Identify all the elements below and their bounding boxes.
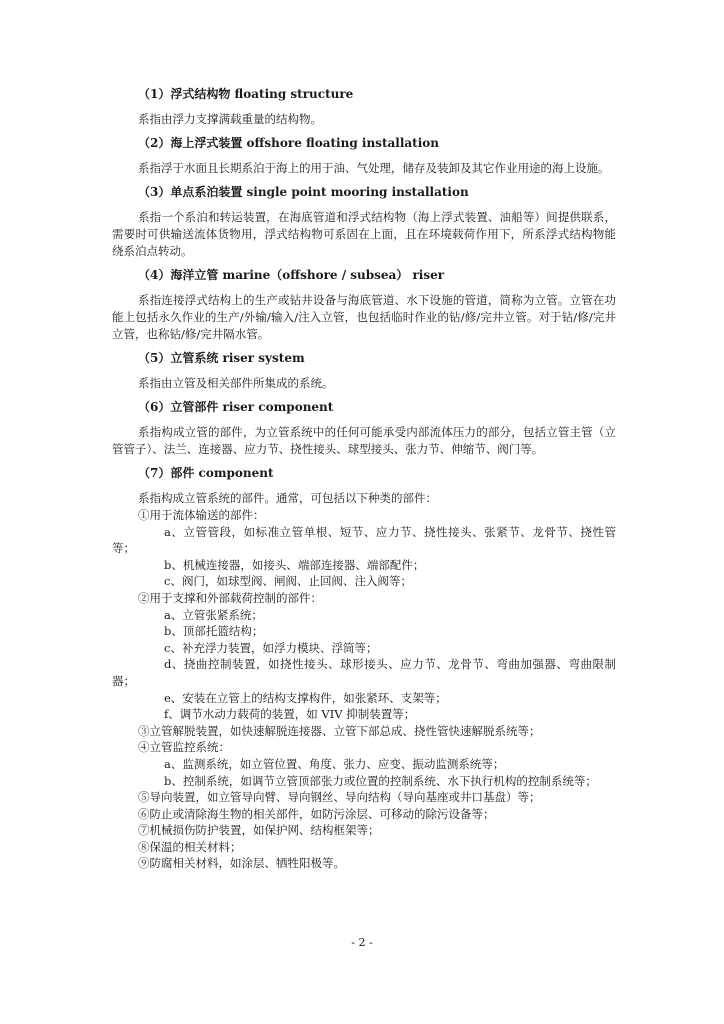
list-item: ②用于支撑和外部载荷控制的部件： [138, 590, 322, 605]
page-number: - 2 - [351, 936, 373, 949]
list-item: b、顶部托篮结构； [164, 624, 264, 639]
list-item: e、安装在立管上的结构支撑构件，如张紧环、支架等； [164, 690, 447, 705]
list-item: d、挠曲控制装置，如挠性接头、球形接头、应力节、龙骨节、弯曲加强器、弯曲限制器； [112, 657, 616, 688]
section-body-4: 系指连接浮式结构上的生产或钻井设备与海底管道、水下设施的管道，简称为立管。立管在功能上包括永久作业的生产/外输/输入/注入立管，也包括临时作业的钻/修/完井立管。对于钻/修/完井立管，也称钻/修/完井隔水管。 [112, 293, 616, 341]
section-heading-6: （6）立管部件 riser component [138, 400, 334, 414]
list-item: ⑦机械损伤防护装置，如保护网、结构框架等； [138, 823, 380, 838]
list-item: c、补充浮力装置，如浮力模块、浮筒等； [164, 640, 378, 655]
list-item: b、机械连接器，如接头、端部连接器、端部配件； [164, 557, 425, 572]
section-body-7: 系指构成立管系统的部件。通常，可包括以下种类的部件： [138, 491, 437, 505]
section-body-6: 系指构成立管的部件，为立管系统中的任何可能承受内部流体压力的部分，包括立管主管（立管管子）、法兰、连接器、应力节、挠性接头、球型接头、张力节、伸缩节、阀门等。 [112, 425, 616, 456]
list-item: c、阀门，如球型阀、闸阀、止回阀、注入阀等； [164, 574, 412, 589]
section-heading-2: （2）海上浮式装置 offshore floating installation [138, 136, 439, 150]
list-item: ⑧保温的相关材料； [138, 839, 242, 854]
list-item: ③立管解脱装置，如快速解脱连接器、立管下部总成、挠性管快速解脱系统等； [138, 723, 541, 738]
section-body-3: 系指一个系泊和转运装置，在海底管道和浮式结构物（海上浮式装置、油船等）间提供联系，需要时可供输送流体货物用，浮式结构物可系固在上面，且在环境载荷作用下，所系浮式结构物能绕系泊点转动。 [112, 210, 616, 258]
component-list [112, 507, 616, 872]
section-heading-1: （1）浮式结构物 floating structure [138, 87, 354, 101]
list-item: ①用于流体输送的部件： [138, 508, 265, 522]
list-item: ⑥防止或清除海生物的相关部件，如防污涂层、可移动的除污设备等； [138, 806, 495, 821]
list-item: a、立管张紧系统； [164, 607, 263, 622]
section-heading-7: （7）部件 component [138, 466, 274, 480]
section-heading-4: （4）海洋立管 marine（offshore / subsea） riser [138, 268, 445, 282]
list-item: ⑤导向装置，如立管导向臂、导向钢丝、导向结构（导向基座或井口基盘）等； [138, 790, 541, 805]
list-item: ⑨防腐相关材料，如涂层、牺牲阳极等。 [138, 856, 345, 871]
section-body-2: 系指浮于水面且长期系泊于海上的用于油、气处理，储存及装卸及其它作业用途的海上设施。 [138, 161, 610, 175]
section-heading-3: （3）单点系泊装置 single point mooring installation [138, 185, 469, 199]
list-item: a、监测系统，如立管位置、角度、张力、应变、振动监测系统等； [164, 756, 505, 771]
section-heading-5: （5）立管系统 riser system [138, 351, 305, 365]
section-body-5: 系指由立管及相关部件所集成的系统。 [138, 376, 334, 390]
page-content [112, 86, 616, 872]
list-item: f、调节水动力载荷的装置，如 VIV 抑制装置等； [164, 707, 416, 722]
list-item: a、立管管段，如标准立管单根、短节、应力节、挠性接头、张紧节、龙骨节、挠性管等； [112, 524, 616, 556]
section-body-1: 系指由浮力支撑满载重量的结构物。 [138, 112, 322, 126]
list-item: ④立管监控系统： [138, 740, 230, 755]
list-item: b、控制系统，如调节立管顶部张力或位置的控制系统、水下执行机构的控制系统等； [164, 773, 597, 788]
